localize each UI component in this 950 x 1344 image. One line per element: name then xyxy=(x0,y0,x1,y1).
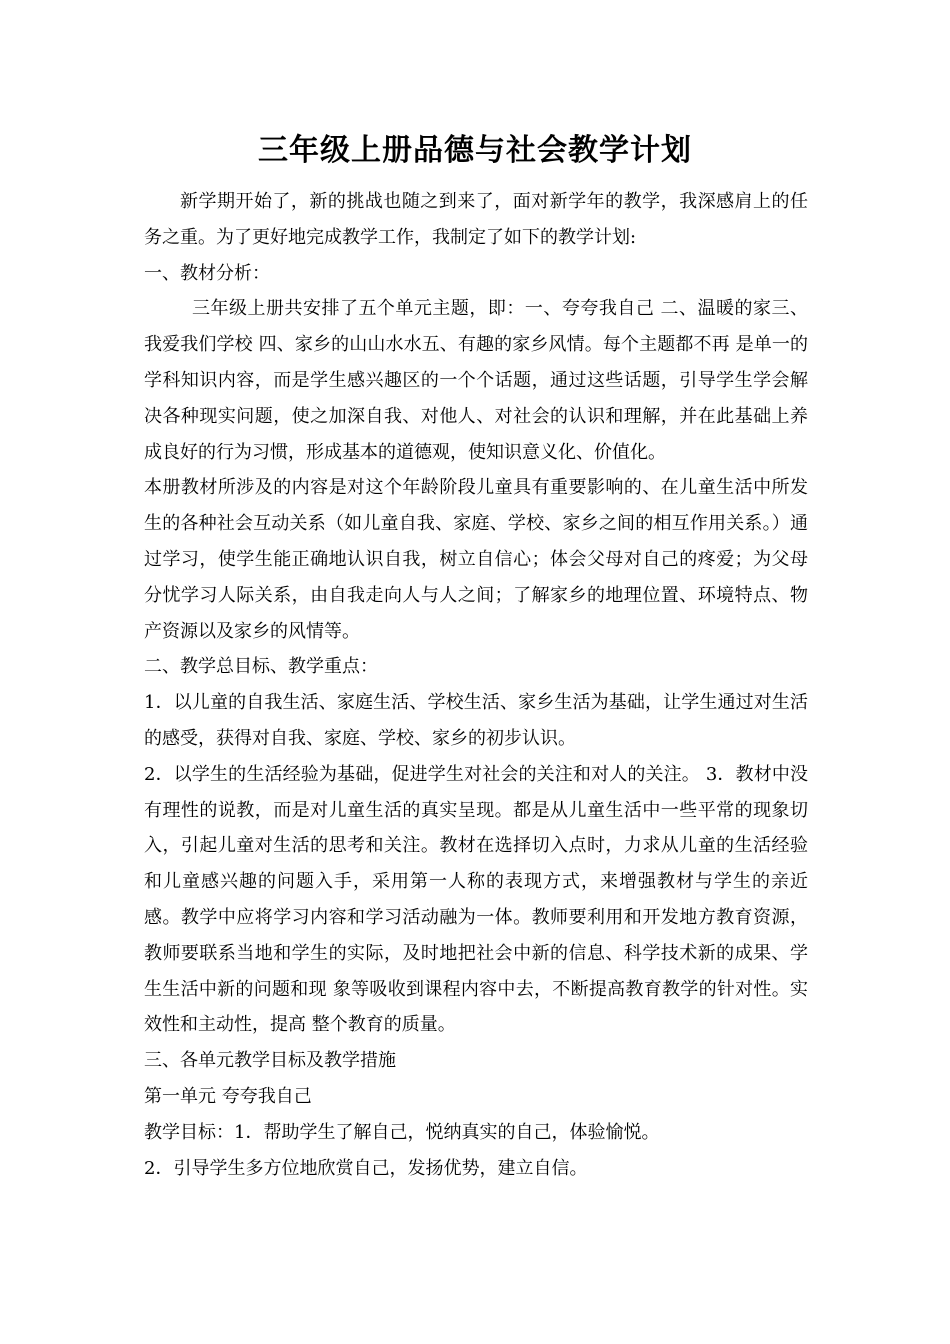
document-body xyxy=(144,184,808,1186)
goal-item-1: 1．以儿童的自我生活、家庭生活、学校生活、家乡生活为基础，让学生通过对生活的感受，获得对自我、家庭、学校、家乡的初步认识。 xyxy=(144,692,808,749)
unit-1-goal-1: 教学目标：1．帮助学生了解自己，悦纳真实的自己，体验愉悦。 xyxy=(144,1121,660,1143)
section-heading-unit-goals: 三、各单元教学目标及教学措施 xyxy=(144,1050,396,1072)
goal-item-2-3: 2．以学生的生活经验为基础，促进学生对社会的关注和对人的关注。 3．教材中没有理性的说教，而是对儿童生活的真实呈现。都是从儿童生活中一些平常的现象切入，引起儿童对生活的思考和关注。教材在选择切入点时，力求从儿童的生活经验和儿童感兴趣的问题入手，采用第一人称的表现方式，来增强教材与学生的亲近感。教学中应将学习内容和学习活动融为一体。教师要利用和开发地方教育资源，教师要联系当地和学生的实际，及时地把社会中新的信息、科学技术新的成果、学生生活中新的问题和现 象等吸收到课程内容中去，不断提高教育教学的针对性。实效性和主动性，提高 整个教育的质量。 xyxy=(144,763,808,1036)
document-title: 三年级上册品德与社会教学计划 xyxy=(258,133,692,168)
paragraph-unit-themes: 三年级上册共安排了五个单元主题，即：一、夸夸我自己 二、温暖的家三、我爱我们学校 四、家乡的山山水水五、有趣的家乡风情。每个主题都不再 是单一的学科知识内容，而是学生感兴趣区的一个个话题，通过这些话题，引导学生学会解决各种现实问题，使之加深自我、对他人、对社会的认识和理解，并在此基础上养成良好的行为习惯，形成基本的道德观，使知识意义化、价值化。 xyxy=(144,298,808,463)
intro-paragraph: 新学期开始了，新的挑战也随之到来了，面对新学年的教学，我深感肩上的任务之重。为了更好地完成教学工作，我制定了如下的教学计划: xyxy=(144,191,808,248)
section-heading-goals: 二、教学总目标、教学重点： xyxy=(144,656,378,678)
section-heading-textbook-analysis: 一、教材分析： xyxy=(144,262,270,284)
unit-1-heading: 第一单元 夸夸我自己 xyxy=(144,1085,312,1107)
paragraph-textbook-content: 本册教材所涉及的内容是对这个年龄阶段儿童具有重要影响的、在儿童生活中所发生的各种社会互动关系（如儿童自我、家庭、学校、家乡之间的相互作用关系。）通过学习，使学生能正确地认识自我，树立自信心；体会父母对自己的疼爱；为父母分忧学习人际关系，由自我走向人与人之间；了解家乡的地理位置、环境特点、物产资源以及家乡的风情等。 xyxy=(144,477,808,642)
unit-1-goal-2: 2．引导学生多方位地欣赏自己，发扬优势，建立自信。 xyxy=(144,1157,588,1179)
